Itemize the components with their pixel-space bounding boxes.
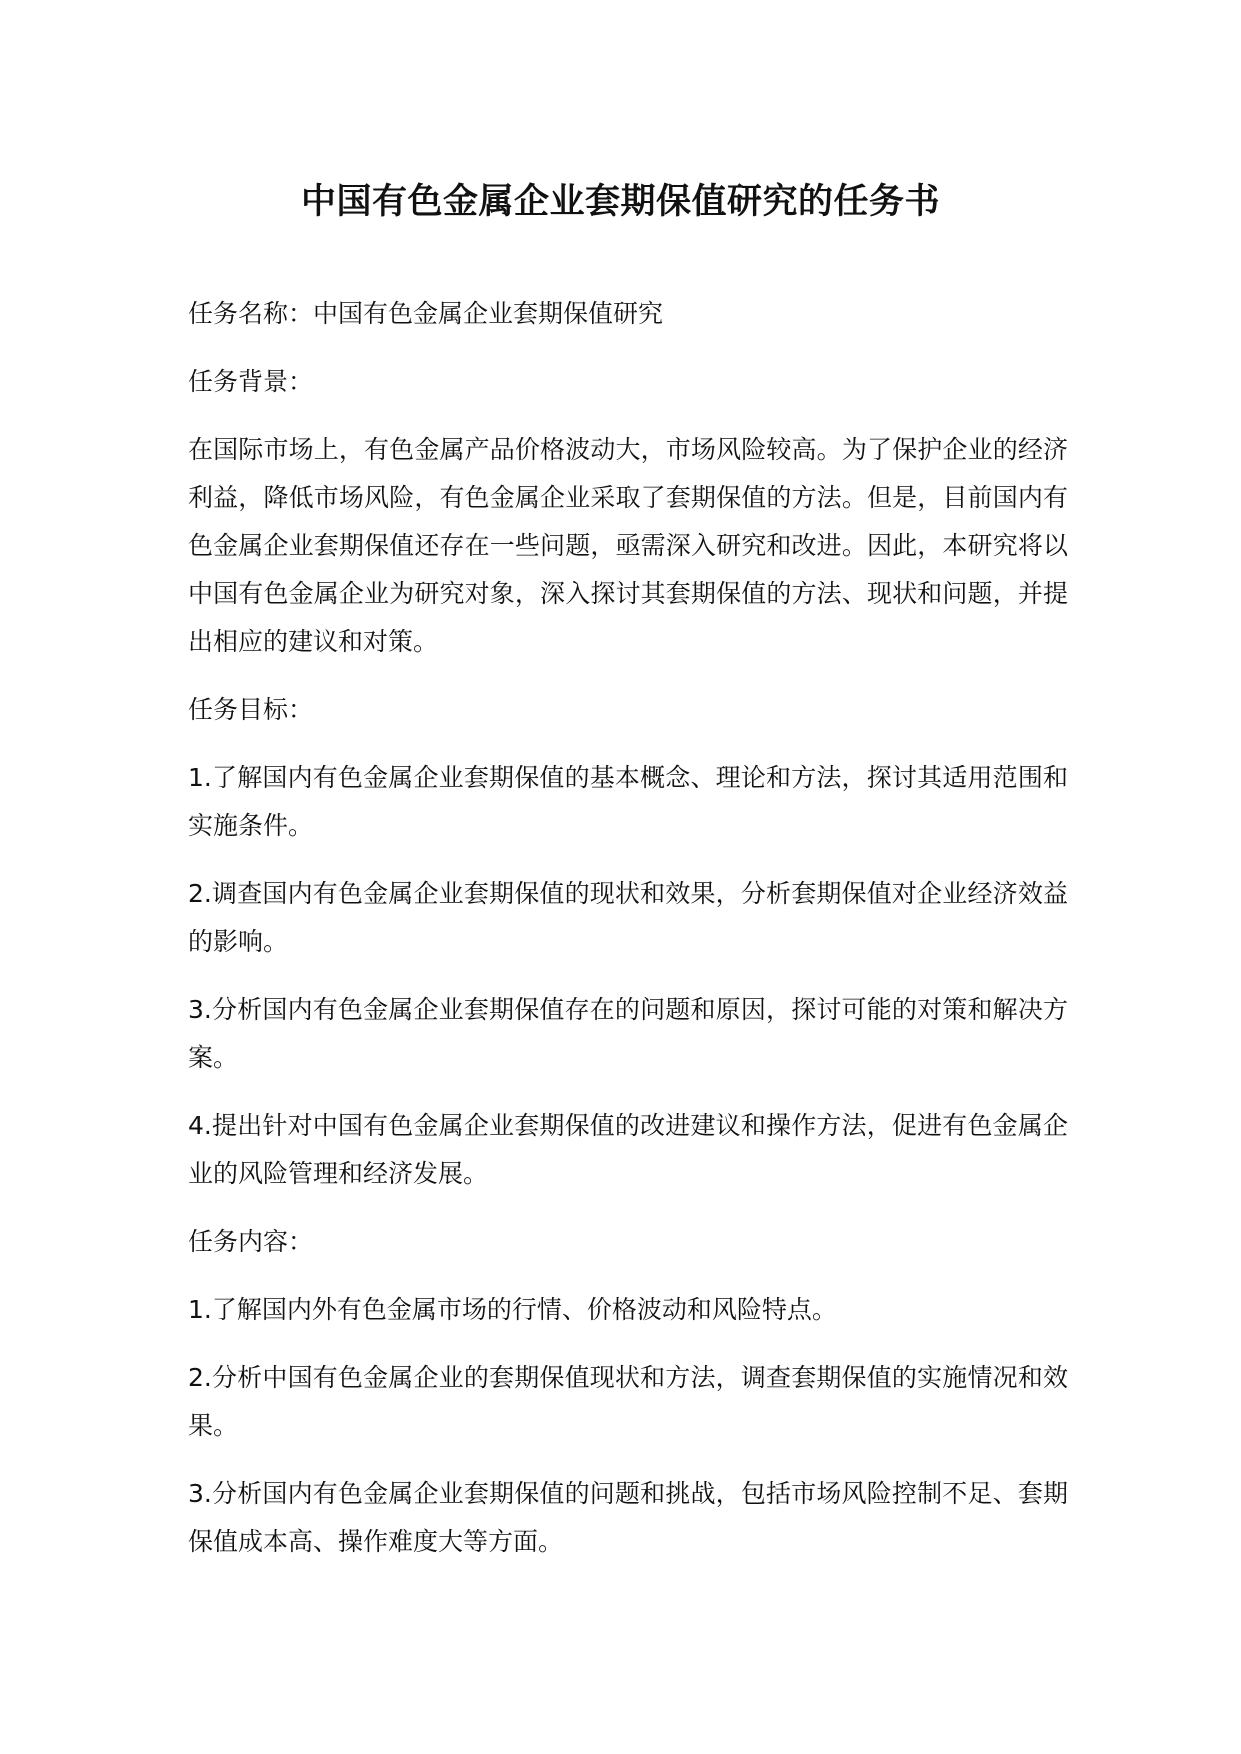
goal-item-3: 3.分析国内有色金属企业套期保值存在的问题和原因，探讨可能的对策和解决方案。 [188,995,1068,1072]
content-item-1: 1.了解国内外有色金属市场的行情、价格波动和风险特点。 [188,1295,837,1324]
task-name: 任务名称：中国有色金属企业套期保值研究 [188,299,664,328]
goal-item-4: 4.提出针对中国有色金属企业套期保值的改进建议和操作方法，促进有色金属企业的风险管理和经济发展。 [188,1111,1068,1188]
content-label: 任务内容： [188,1227,314,1256]
goals-label: 任务目标： [188,695,314,724]
background-paragraph: 在国际市场上，有色金属产品价格波动大，市场风险较高。为了保护企业的经济利益，降低市场风险，有色金属企业采取了套期保值的方法。但是，目前国内有色金属企业套期保值还存在一些问题，亟需深入研究和改进。因此，本研究将以中国有色金属企业为研究对象，深入探讨其套期保值的方法、现状和问题，并提出相应的建议和对策。 [188,435,1068,656]
goal-item-1: 1.了解国内有色金属企业套期保值的基本概念、理论和方法，探讨其适用范围和实施条件。 [188,763,1068,840]
document-title: 中国有色金属企业套期保值研究的任务书 [300,182,940,222]
background-label: 任务背景： [188,367,314,396]
document-body [188,290,1068,1586]
goal-item-2: 2.调查国内有色金属企业套期保值的现状和效果，分析套期保值对企业经济效益的影响。 [188,879,1068,956]
content-item-3: 3.分析国内有色金属企业套期保值的问题和挑战，包括市场风险控制不足、套期保值成本高、操作难度大等方面。 [188,1479,1068,1556]
content-item-2: 2.分析中国有色金属企业的套期保值现状和方法，调查套期保值的实施情况和效果。 [188,1363,1068,1440]
